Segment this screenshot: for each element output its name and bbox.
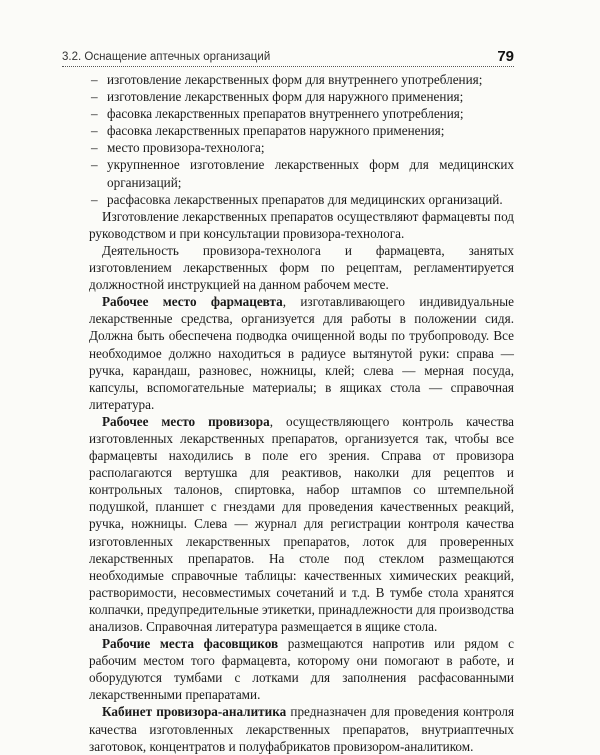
list-item: – изготовление лекарственных форм для внутреннего употребления; xyxy=(91,71,514,88)
running-header xyxy=(62,44,514,67)
paragraph-pharmacist-workplace xyxy=(89,293,514,413)
paragraph-packers-workplace xyxy=(89,635,514,703)
paragraph-heading: Рабочее место провизора xyxy=(102,413,270,429)
paragraph-job-description xyxy=(89,242,514,293)
paragraph-text: размещаются напротив или рядом с рабочим местом того фармацевта, которому они помогают в работе, и оборудуются тумбами с лотками для заполнения расфасованными лекарственными препаратами. xyxy=(89,636,514,703)
paragraph-text: , осуществляющего контроль качества изготовленных лекарственных препаратов, организуется так, чтобы все фармацевты находились в поле его зрения. Справа от провизора располагаются вертушка для реактивов, наколки для рецептов и контрольных талонов, спиртовка, набор штампов со штемпельной подушкой, планшет с гнездами для проведения качественных реакций, ручка, ножницы. Слева — журнал для регистрации контроля качества изготовленных лекарственных препаратов, лоток для проверенных лекарственных препаратов. На столе под стеклом размещаются необходимые справочные таблицы: качественных химических реакций, растворимости, несовместимых сочетаний и т.д. В тумбе стола хранятся колпачки, предупредительные этикетки, принадлежности для производства анализов. Справочная литература размещается в ящике стола. xyxy=(89,413,515,634)
paragraph-pharmacists xyxy=(89,208,514,242)
list-item: – расфасовка лекарственных препаратов для медицинских организаций. xyxy=(91,191,514,208)
running-title: 3.2. Оснащение аптечных организаций xyxy=(62,51,271,63)
page-number: 79 xyxy=(497,48,514,65)
paragraph-provisor-workplace xyxy=(89,413,514,635)
paragraph-text: Изготовление лекарственных препаратов осуществляют фармацевты под руководством и при консультации провизора-технолога. xyxy=(89,208,514,241)
list-item: – место провизора-технолога; xyxy=(91,139,514,156)
list-item: – фасовка лекарственных препаратов внутреннего употребления; xyxy=(91,105,514,122)
paragraph-text: , изготавливающего индивидуальные лекарственные средства, организуется для работы в положении сидя. Должна быть обеспечена подводка очищенной воды по трубопроводу. Все необходимое должно находиться в радиусе вытянутой руки: справа — ручка, карандаш, разновес, ножницы, клей; слева — мерная посуда, капсулы, вспомогательные материалы; в ящиках стола — справочная литература. xyxy=(89,294,515,412)
list-item: – изготовление лекарственных форм для наружного применения; xyxy=(91,88,514,105)
paragraph-analyst-office xyxy=(89,703,514,754)
paragraph-heading: Рабочие места фасовщиков xyxy=(102,636,279,652)
paragraph-text: предназначен для проведения контроля качества изготовленных лекарственных препаратов, внутриаптечных заготовок, концентратов и полуфабрикатов провизором-аналитиком. xyxy=(89,704,515,754)
paragraph-heading: Кабинет провизора-аналитика xyxy=(102,704,287,720)
workplace-list xyxy=(89,71,514,208)
list-item: – фасовка лекарственных препаратов наружного применения; xyxy=(91,122,514,139)
paragraph-heading: Рабочее место фармацевта xyxy=(102,294,283,310)
page-body xyxy=(89,71,514,755)
list-item: – укрупненное изготовление лекарственных форм для медицинских организаций; xyxy=(91,156,514,190)
paragraph-text: Деятельность провизора-технолога и фармацевта, занятых изготовлением лекарственных форм по рецептам, регламентируется должностной инструкцией на данном рабочем месте. xyxy=(89,242,514,293)
